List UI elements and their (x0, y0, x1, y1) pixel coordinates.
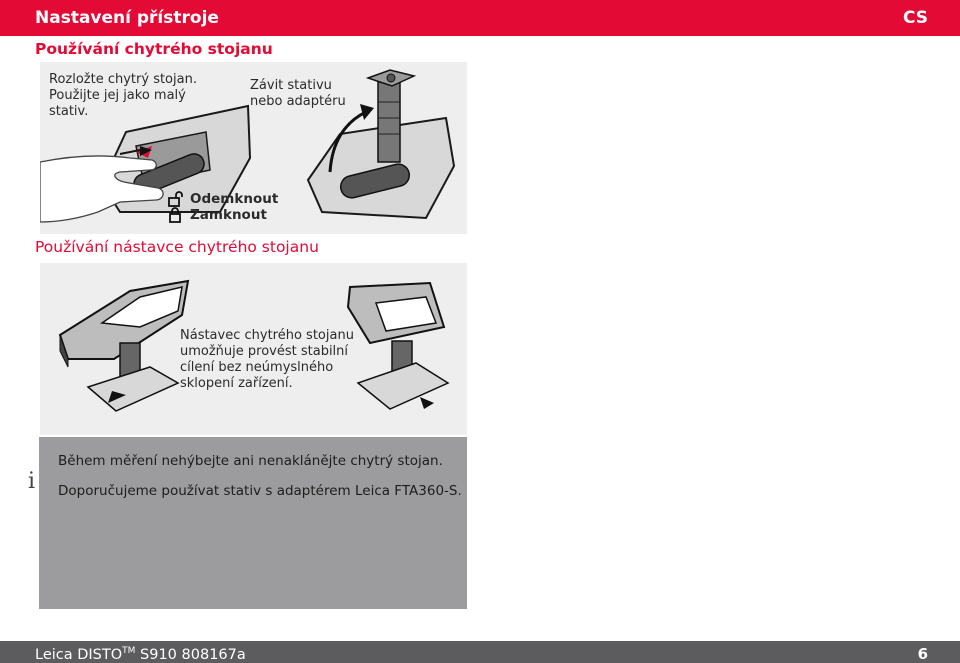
caption-line: stativ. (49, 104, 89, 119)
header-bar (0, 0, 960, 36)
footer-product (35, 646, 246, 663)
caption-line: nebo adaptéru (250, 94, 346, 109)
product-name: Leica DISTO (35, 646, 123, 663)
unlock-label: Odemknout (190, 191, 279, 207)
caption-adapter (180, 328, 354, 392)
caption-line: Závit stativu (250, 78, 332, 93)
model-number: S910 808167a (140, 646, 246, 663)
unlock-legend (168, 191, 278, 207)
section-title-smart-base-adapter: Používání nástavce chytrého stojanu (35, 238, 319, 256)
device-adapter-right-drawing (348, 283, 448, 409)
device-adapter-left-drawing (60, 281, 188, 411)
section-title-smart-base: Používání chytrého stojanu (35, 40, 273, 58)
caption-tripod-thread (250, 78, 346, 110)
trademark-mark: TM (122, 646, 136, 656)
info-line: Během měření nehýbejte ani nenaklánějte chytrý stojan. (58, 453, 443, 469)
page-number: 6 (917, 645, 928, 663)
caption-line: Nástavec chytrého stojanu (180, 328, 354, 343)
page-title: Nastavení přístroje (35, 8, 219, 28)
caption-line: sklopení zařízení. (180, 376, 293, 391)
unlock-icon (168, 191, 184, 207)
lock-icon (168, 207, 184, 223)
caption-line: Použijte jej jako malý (49, 88, 186, 103)
language-code: CS (902, 8, 928, 28)
lock-legend (168, 207, 267, 223)
caption-line: Rozložte chytrý stojan. (49, 72, 197, 87)
info-line: Doporučujeme používat stativ s adaptérem Leica FTA360-S. (58, 483, 462, 499)
caption-unfold-smart-base (49, 72, 197, 120)
caption-line: umožňuje provést stabilní (180, 344, 349, 359)
info-strip (0, 437, 38, 609)
lock-label: Zamknout (190, 207, 267, 223)
info-icon: i (28, 469, 36, 494)
caption-line: cílení bez neúmyslného (180, 360, 334, 375)
